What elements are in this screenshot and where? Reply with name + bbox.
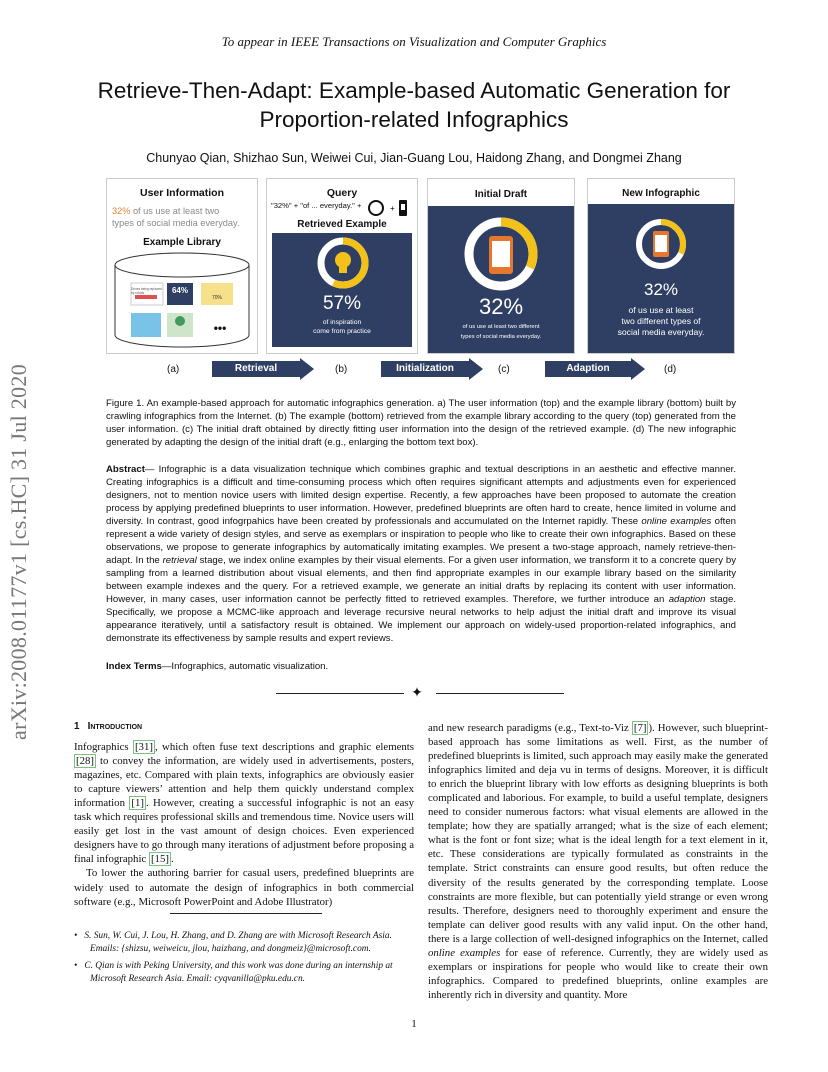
right-column <box>428 721 768 1002</box>
panel-c-title: Initial Draft <box>474 189 528 200</box>
new-caption-1: of us use at least <box>628 305 694 315</box>
user-info-text <box>112 205 257 229</box>
abstract <box>106 463 736 645</box>
footnote-1-text: S. Sun, W. Cui, J. Lou, H. Zhang, and D. Zhang are with Microsoft Research Asia. Emails: {shizsu, weiweicu, jlou, haizhang, and dongmeiz}@microsoft.com. <box>84 931 392 954</box>
user-info-rest-2: types of social media everyday. <box>112 218 240 228</box>
abstract-part-2: often represent a wide variety of design styles, and serve as exemplars or inspiration to people who like to create their own infographics. Based on these observations, we propose to generate infographics by automatically imitating examples. We present a two-stage approach, namely retrieve-then-adapt. In the <box>106 516 736 566</box>
page-number: 1 <box>411 1018 417 1030</box>
more-examples-ellipsis: ••• <box>213 321 227 335</box>
lightbulb-donut-icon <box>315 235 371 291</box>
retrieved-caption-2: come from practice <box>313 328 371 335</box>
index-terms-label: Index Terms <box>106 661 162 672</box>
retrieved-example-title: Retrieved Example <box>297 219 387 230</box>
retrieved-example-card <box>272 233 412 347</box>
footnotes <box>74 930 419 990</box>
thumb-text-2: 87.5% <box>147 299 157 303</box>
phone-donut-icon <box>461 214 541 294</box>
figure-1 <box>0 0 828 395</box>
thumb-text-1: Drives being replaced by robots <box>131 287 162 295</box>
draft-caption-2: types of social media everyday. <box>460 334 542 340</box>
abstract-part-1: Infographic is a data visualization technique which combines graphic and textual descriptions in an aesthetic and effective manner. Creating infographics is a difficult and time-consuming process which often requires significant attempts and adjustments even for experienced designers, not to mention novice users with limited design expertise. Recently, a few approaches have been proposed to automate the creation process by applying predefined blueprints to user information. However, predefined blueprints are often hard to create, hence limited in volume and diversity. In contrast, good infogrpahics have been created by professionals and accumulated on the Internet rapidly. These <box>106 464 736 527</box>
section-divider-left <box>276 693 404 694</box>
query-shape-icons <box>367 197 413 219</box>
draft-percent: 32% <box>478 294 524 319</box>
thumb-text-3: 70% <box>211 295 222 301</box>
intro-text: Infographics <box>74 741 133 754</box>
intro-paragraph-2: To lower the authoring barrier for casual users, predefined blueprints are widely used to automate the design of infographics in both commercial software (e.g., Microsoft PowerPoint and Adobe Illustrator) <box>74 867 414 908</box>
new-caption-2: two different types of <box>621 316 701 326</box>
panel-a-title: User Information <box>139 187 224 199</box>
citation-link[interactable]: [31] <box>134 741 153 754</box>
draft-caption-1: of us use at least two different <box>462 324 540 330</box>
journal-header: To appear in IEEE Transactions on Visualization and Computer Graphics <box>221 34 607 49</box>
example-library-title: Example Library <box>143 237 221 248</box>
abstract-dash: — <box>144 464 159 475</box>
label-c: (c) <box>498 364 510 375</box>
panel-d-title: New Infographic <box>622 188 700 199</box>
figure-caption: Figure 1. An example-based approach for automatic infographics generation. a) The user information (top) and the example library (bottom) built by crawling infographics from the Internet. (b) The example (bottom) retrieved from the example library according to the query (top) generated from the user information. (c) The initial draft obtained by directly fitting user information into the design of the retrieved example. (d) The new infographic generated by adapting the design of the initial draft (e.g., enlarging the bottom text box). <box>106 398 736 448</box>
citation-link[interactable]: [28] <box>76 755 94 768</box>
abstract-part-4: stage. Specifically, we propose a MCMC-like approach and leverage recursive neural networks to help adjust the initial draft and improve its visual appearance iteratively, until a satisfactory result is obtained. We implement our approach on widely-used proportion-related infographics, and demonstrate its effectiveness by sample results and expert reviews. <box>106 594 736 644</box>
initialization-arrow <box>381 358 483 380</box>
intro-paragraph-1 <box>74 740 414 866</box>
draft-caption <box>428 322 574 342</box>
abstract-em-2: retrieval <box>162 555 197 566</box>
abstract-em-1: online examples <box>641 516 712 527</box>
footnote-rule <box>170 913 322 914</box>
svg-text:+: + <box>390 204 395 213</box>
intro-text: , which often fuse text descriptions and graphic elements <box>154 741 414 754</box>
query-text: "32%" + "of ... everyday." + <box>271 201 362 210</box>
intro-text: to convey the information, are widely used in advertisements, posters, magazines, etc. Compared with plain texts, infographics are obviously easier to capture viewers’ attention and help them quickly understand complex information <box>74 755 414 810</box>
citation-link[interactable]: [15] <box>150 853 169 866</box>
section-title: Introduction <box>87 721 143 732</box>
section-number: 1 <box>74 721 80 732</box>
retrieval-arrow-label: Retrieval <box>212 361 300 377</box>
panel-user-information <box>106 178 258 354</box>
title-line-1: Retrieve-Then-Adapt: Example-based Automatic Generation for <box>97 78 731 103</box>
title-line-2: Proportion-related Infographics <box>259 107 569 132</box>
arrow-head-icon <box>300 358 314 380</box>
section-heading <box>74 720 414 734</box>
intro-text: . However, creating a successful infographic is not an easy task which requires professional skills and tremendous time. Novice users will easily get lost in the vast amount of design choices. Even experienced designers have to go through many iterations of adjustment before proposing a final infographic <box>74 797 414 866</box>
adaption-arrow <box>545 358 645 380</box>
left-column <box>74 720 414 909</box>
thumb-percent: 64% <box>171 286 188 295</box>
arrow-head-icon <box>469 358 483 380</box>
divider-ornament-icon: ✦ <box>411 686 423 701</box>
bullet-icon: • <box>74 961 78 971</box>
retrieval-arrow <box>212 358 314 380</box>
initial-draft-card <box>428 206 574 353</box>
bullet-icon: • <box>74 931 78 941</box>
retrieved-caption <box>272 318 412 336</box>
abstract-em-3: adaption <box>668 594 706 605</box>
label-d: (d) <box>664 364 677 375</box>
new-caption-3: social media everyday. <box>617 327 705 337</box>
intro-emphasis: online examples <box>428 946 501 959</box>
abstract-part-3: stage, we index online examples by their visual elements. For a given user information, we transform it to a concrete query by sampling from a learned distribution about visual elements, and then find appropriate examples in our example library based on the similarity between example indexes and the query. For a retrieved example, we generate an initial drafts by replacing its content with user information. However, in many cases, user information cannot be perfectly fitted to retrieved examples. Therefore, we further introduce an <box>106 555 736 605</box>
adaption-arrow-label: Adaption <box>545 361 631 377</box>
panel-b-title: Query <box>326 187 358 199</box>
new-infographic-card <box>588 204 734 353</box>
section-divider-right <box>436 693 564 694</box>
index-terms <box>106 661 736 672</box>
footnote-2 <box>74 960 419 986</box>
panel-new-infographic <box>587 178 735 354</box>
author-list: Chunyao Qian, Shizhao Sun, Weiwei Cui, Jian-Guang Lou, Haidong Zhang, and Dongmei Zhang <box>146 151 682 165</box>
footnote-2-text: C. Qian is with Peking University, and this work was done during an internship at Microsoft Research Asia. Email: cyqvanilla@pku.edu.cn. <box>84 961 393 984</box>
footnote-1 <box>74 930 419 956</box>
user-info-rest-1: of us use at least two <box>130 206 220 216</box>
example-library-cylinder-icon <box>107 251 257 351</box>
index-terms-text: —Infographics, automatic visualization. <box>161 661 329 672</box>
intro-text: . <box>170 853 174 866</box>
retrieved-percent: 57% <box>322 293 362 314</box>
abstract-label: Abstract <box>106 464 145 475</box>
label-b: (b) <box>335 364 348 375</box>
user-info-percent: 32% <box>112 206 131 216</box>
panel-initial-draft <box>427 178 575 354</box>
label-a: (a) <box>167 364 180 375</box>
initialization-arrow-label: Initialization <box>381 361 469 377</box>
intro-text: ). However, such blueprint-based approach has some limitations as well. First, as the number of predefined blueprints is limited, such approach may easily make the generated infographics limited and deja vu in terms of designs. Moreover, it is difficult to enrich the blueprint library with low efforts as designing blueprints is both complicated and laborious. For example, to build a useful template, designers need to consider numerous factors: what visual elements are allowed in the template; how they are spatially arranged; what is the size of each element; what is the font or font size; what is the ideal length for a text element in it, etc. These considerations are typically formulated as constraints in the template. Strict constraints can ensure good results, but often reduce the diversity of the results generated by the corresponding template. Loose constraints are more flexible, but can potentially yield strange or even wrong results. Therefore, designers need to thoroughly experiment and ensure the template can deliver good results with any valid input. On the other hand, there is a large collection of well-designed infographics on the Internet, called <box>428 722 768 945</box>
new-percent: 32% <box>643 280 679 299</box>
new-caption <box>588 305 734 338</box>
citation-link[interactable]: [1] <box>131 797 144 810</box>
retrieved-caption-1: of inspiration <box>322 319 362 326</box>
arxiv-stamp: arXiv:2008.01177v1 [cs.HC] 31 Jul 2020 <box>6 363 31 740</box>
panel-query <box>266 178 418 354</box>
intro-text: for ease of reference. Currently, they are widely used as exemplars or inspirations for people who would like to create their own infographics. Compared to predefined blueprints, online examples are inherently rich in diversity and quantity. More <box>428 946 768 1001</box>
phone-donut-icon <box>633 216 689 272</box>
intro-text: and new research paradigms (e.g., Text-to-Viz <box>428 722 632 734</box>
citation-link[interactable]: [7] <box>633 722 647 734</box>
arrow-head-icon <box>631 358 645 380</box>
